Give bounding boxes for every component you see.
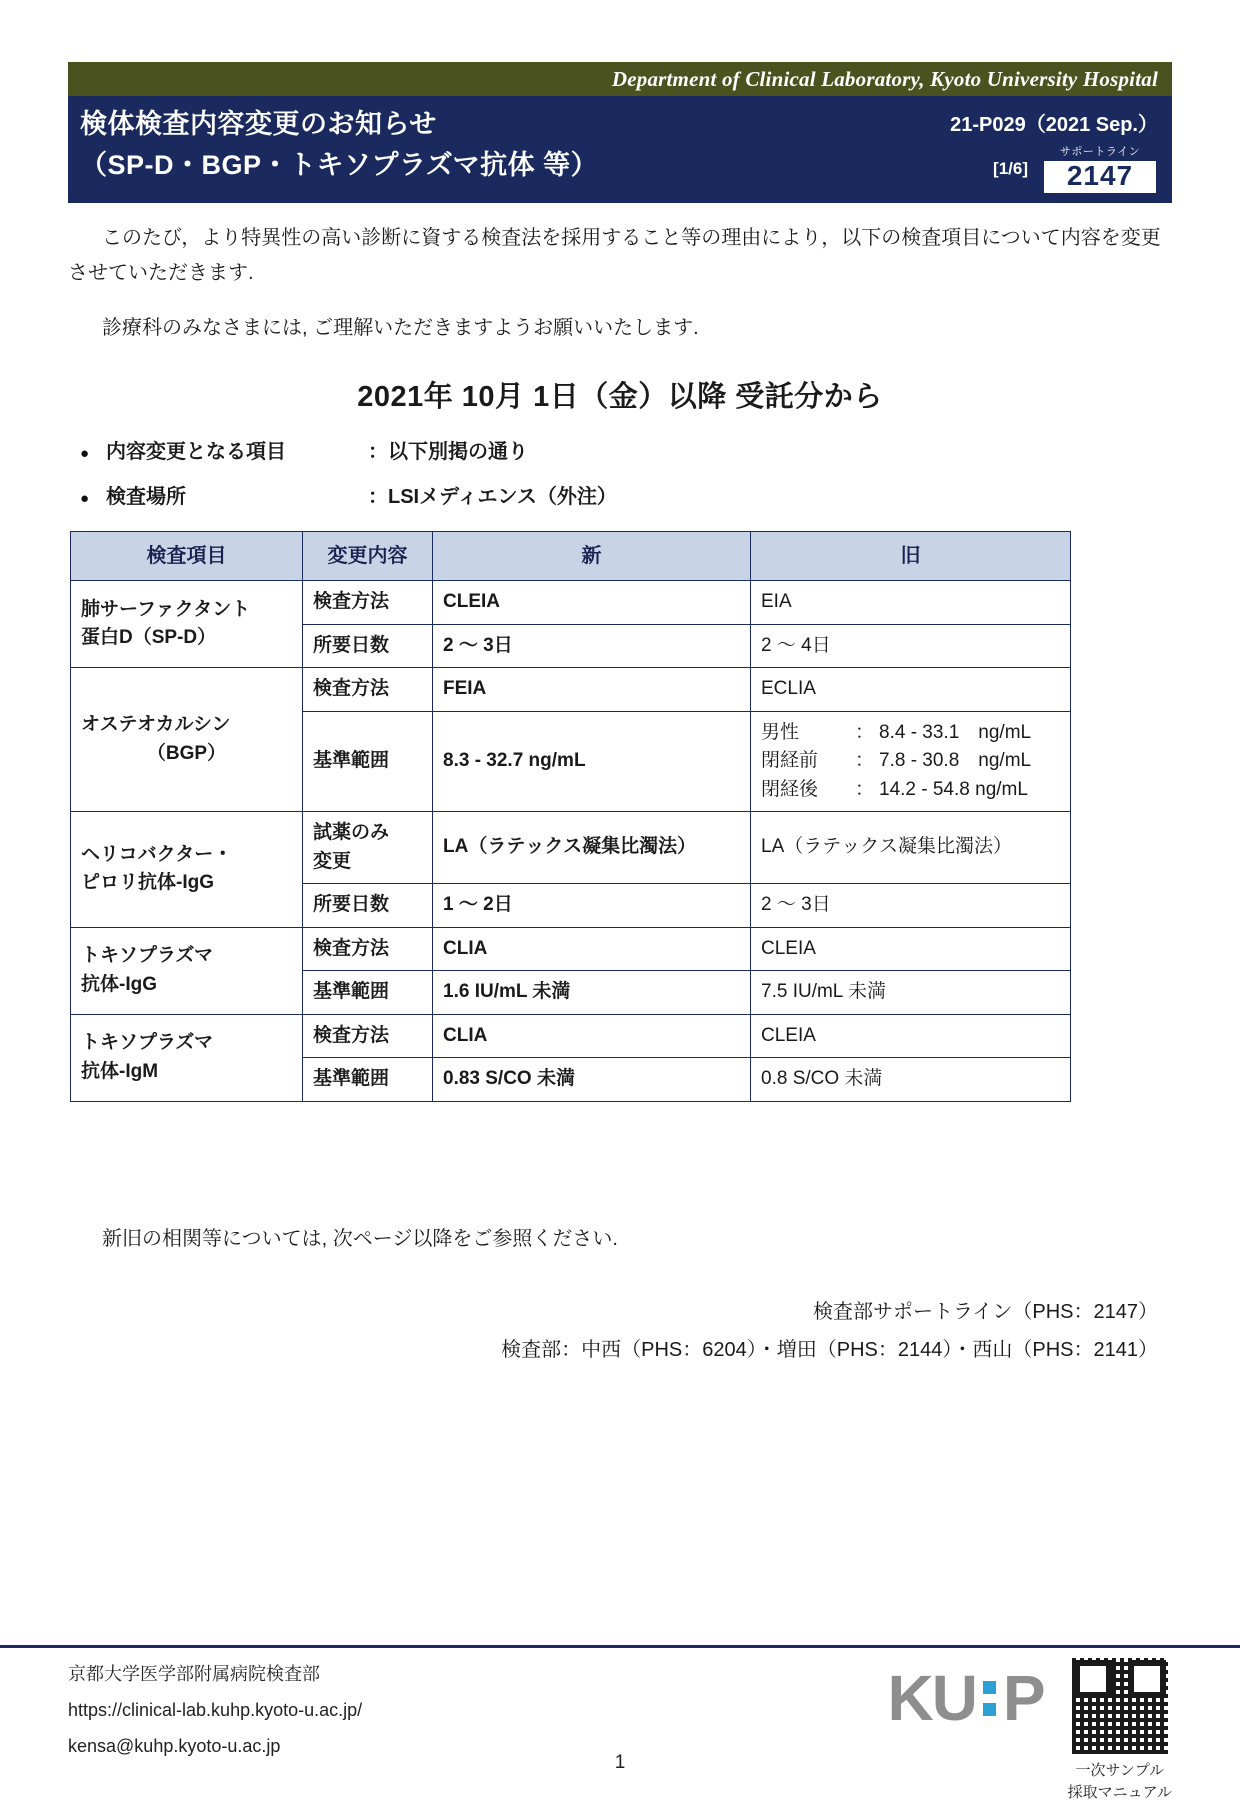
header-title-group [80,102,598,182]
old-range-colon: ： [855,750,875,771]
page-indicator: [1/6] [993,159,1028,178]
table-row [71,668,1071,712]
table-cell-change-type [303,812,433,884]
table-cell-new: 8.3 - 32.7 ng/mL [433,711,751,812]
support-line-badge [1042,143,1158,195]
footer-contact-info [68,1656,362,1764]
qr-caption-line-2: 採取マニュアル [1067,1783,1172,1801]
table-cell-old-list [751,711,1071,812]
change-type-line-1: 試薬のみ [313,822,390,843]
support-line-label: サポートライン [1044,145,1156,161]
table-cell-old: 2 ～ 3日 [751,884,1071,928]
table-cell-item [71,668,303,812]
old-range-colon: ： [855,778,875,800]
table-cell-change-type: 基準範囲 [303,971,433,1015]
bullet-label: 検査場所 [106,486,186,508]
page-title: 検体検査内容変更のお知らせ [80,109,437,139]
bullet-list [80,435,1172,509]
bullet-item [80,435,1172,464]
qr-block [1068,1656,1172,1804]
item-line-1: トキソプラズマ [81,1032,214,1053]
footer-divider [0,1645,1240,1648]
table-cell-change-type: 検査方法 [303,581,433,625]
old-range-value: 8.4 - 33.1 ng/mL [879,721,1032,743]
table-cell-new: LA（ラテックス凝集比濁法） [433,812,751,884]
header-title-bar [68,96,1172,203]
footer-organization: 京都大学医学部附属病院検査部 [68,1664,320,1684]
item-line-1: オステオカルシン [81,714,231,735]
bullet-dot-icon: ● [80,445,90,462]
item-line-1: ヘリコバクター・ [81,843,233,865]
item-line-2: 抗体-IgM [81,1060,159,1082]
table-cell-change-type: 基準範囲 [303,711,433,812]
old-range-label: 閉経後 [761,778,819,800]
header-department-text: Department of Clinical Laboratory, Kyoto University Hospital [611,66,1158,91]
table-cell-item [71,812,303,928]
intro-paragraph-1: このたび，より特異性の高い診断に資する検査法を採用すること等の理由により，以下の検査項目について内容を変更させていただきます. [68,227,1161,284]
contact-support-line: 検査部サポートライン（PHS：2147） [812,1300,1158,1323]
effective-date-headline: 2021年 10月 1日（金）以降 受託分から [357,381,883,413]
reference-note: 新旧の相関等については, 次ページ以降をご参照ください. [102,1227,618,1250]
qr-caption-line-1: 一次サンプル [1075,1762,1165,1779]
table-row [71,812,1071,884]
table-cell-item [71,927,303,1014]
header-meta-row [993,143,1158,195]
table-cell-old: ECLIA [751,668,1071,712]
old-range-row [761,776,1060,805]
bullet-item [80,480,1172,509]
item-line-2: 抗体-IgG [81,973,157,995]
table-cell-new: 2 ～ 3日 [433,624,751,668]
contact-staff-line: 検査部：中西（PHS：6204）・増田（PHS：2144）・西山（PHS：2141） [501,1338,1158,1361]
table-row [71,927,1071,971]
table-cell-item [71,1014,303,1101]
table-cell-change-type: 所要日数 [303,624,433,668]
bullet-dot-icon: ● [80,490,90,507]
contact-block [68,1293,1172,1369]
header-department-bar [68,62,1172,96]
table-row [71,1014,1071,1058]
item-line-1: トキソプラズマ [81,945,214,966]
table-cell-new: CLIA [433,1014,751,1058]
table-header-old: 旧 [751,532,1071,581]
table-cell-new: CLEIA [433,581,751,625]
old-range-label: 閉経前 [761,750,819,771]
table-cell-old: 0.8 S/CO 未満 [751,1058,1071,1102]
table-cell-new: 0.83 S/CO 未満 [433,1058,751,1102]
document-page [0,62,1240,1816]
document-code: 21-P029（2021 Sep.） [950,114,1158,136]
table-cell-old: LA（ラテックス凝集比濁法） [751,812,1071,884]
item-line-2: （BGP） [146,742,227,764]
kuhp-logo [887,1662,1044,1734]
table-row [71,581,1071,625]
table-header-row [71,532,1071,581]
table-cell-new: FEIA [433,668,751,712]
change-type-line-2: 変更 [313,850,352,872]
table-header-new: 新 [433,532,751,581]
kuhp-colon-icon [983,1681,996,1716]
table-cell-old: EIA [751,581,1071,625]
kuhp-logo-left: KU [887,1662,976,1734]
old-range-label: 男性 [761,721,800,743]
old-range-value: 7.8 - 30.8 ng/mL [879,750,1032,771]
old-range-value: 14.2 - 54.8 ng/mL [879,778,1028,800]
table-cell-new: 1.6 IU/mL 未満 [433,971,751,1015]
table-cell-change-type: 検査方法 [303,927,433,971]
footer-branding [887,1656,1172,1804]
table-cell-item [71,581,303,668]
table-cell-old: 7.5 IU/mL 未満 [751,971,1071,1015]
bullet-value: ：LSIメディエンス（外注） [368,486,617,508]
table-cell-old: 2 ～ 4日 [751,624,1071,668]
old-range-row [761,719,1060,748]
footer-email[interactable]: kensa@kuhp.kyoto-u.ac.jp [68,1736,281,1756]
table-cell-change-type: 検査方法 [303,1014,433,1058]
old-range-row [761,747,1060,776]
qr-code-icon [1070,1656,1170,1756]
intro-paragraph-2: 診療科のみなさまには, ご理解いただきますようお願いいたします. [102,317,699,339]
table-cell-old: CLEIA [751,927,1071,971]
bullet-label: 内容変更となる項目 [106,441,286,463]
table-cell-new: CLIA [433,927,751,971]
item-line-2: 蛋白D（SP-D） [81,627,217,648]
footer-url[interactable]: https://clinical-lab.kuhp.kyoto-u.ac.jp/ [68,1700,363,1720]
table-header-change: 変更内容 [303,532,433,581]
bullet-value: ：以下別掲の通り [368,441,528,463]
table-cell-change-type: 所要日数 [303,884,433,928]
header-meta-group [950,102,1158,195]
table-cell-new: 1 ～ 2日 [433,884,751,928]
support-line-number: 2147 [1066,160,1134,191]
table-cell-old: CLEIA [751,1014,1071,1058]
kuhp-logo-right: P [1002,1662,1044,1734]
old-range-colon: ： [855,721,875,743]
document-header [68,62,1172,203]
page-subtitle: （SP-D・BGP・トキソプラズマ抗体 等） [80,150,599,180]
table-cell-change-type: 基準範囲 [303,1058,433,1102]
page-number: 1 [614,1752,626,1773]
item-line-2: ピロリ抗体-IgG [81,872,214,894]
item-line-1: 肺サーファクタント [81,598,251,620]
table-cell-change-type: 検査方法 [303,668,433,712]
table-header-item: 検査項目 [71,532,303,581]
change-table [70,531,1071,1102]
